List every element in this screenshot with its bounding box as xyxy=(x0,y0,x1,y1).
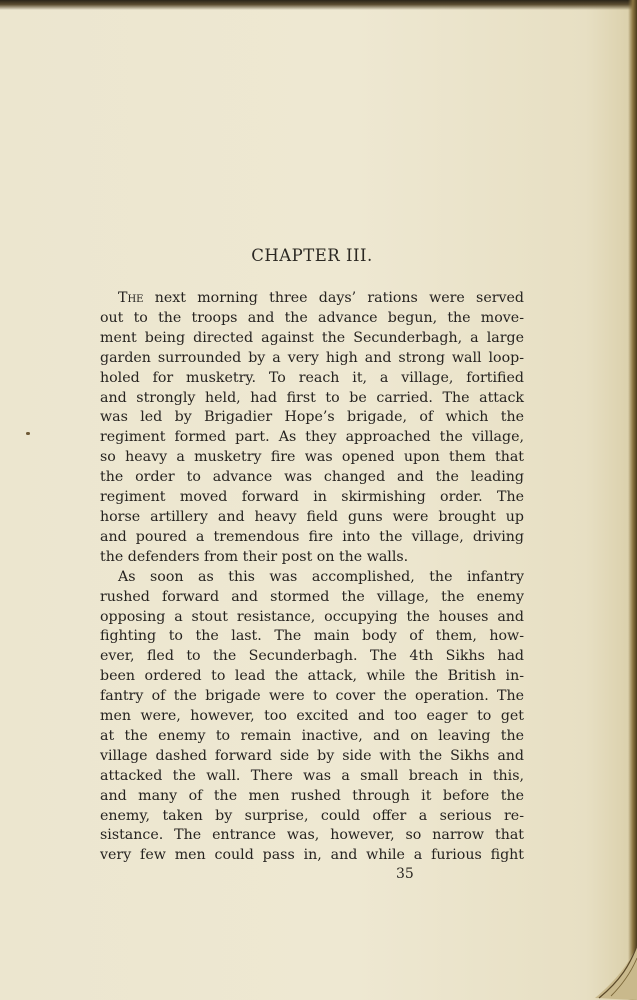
paragraph-1-line-4: garden surrounded by a very high and strong wall loop- xyxy=(100,349,524,366)
paragraph-2-line-6: been ordered to lead the attack, while the British in- xyxy=(100,668,524,685)
paragraph-2-line-5: ever, fled to the Secunderbagh. The 4th Sikhs had xyxy=(100,648,524,665)
paragraph-1-line-13: and poured a tremendous fire into the village, driving xyxy=(100,528,524,545)
paragraph-2-line-15: very few men could pass in, and while a furious fight xyxy=(100,847,524,864)
paragraph-1-line-8: regiment formed part. As they approached the village, xyxy=(100,429,524,446)
paragraph-1-line-12: horse artillery and heavy field guns were brought up xyxy=(100,508,524,525)
paragraph-2-line-12: and many of the men rushed through it before the xyxy=(100,787,524,804)
paragraph-2-line-11: attacked the wall. There was a small breach in this, xyxy=(100,767,524,784)
page-corner-curl xyxy=(589,940,637,1000)
paragraph-2-line-2: rushed forward and stormed the village, the enemy xyxy=(100,588,524,605)
paragraph-2-line-1: As soon as this was accomplished, the infantry xyxy=(118,568,524,585)
page-right-edge-shadow xyxy=(628,0,637,1000)
paragraph-1-lead-word: The xyxy=(118,290,144,306)
paragraph-2-line-14: sistance. The entrance was, however, so narrow that xyxy=(100,827,524,844)
body-text xyxy=(100,289,524,866)
paragraph-1-line-7: was led by Brigadier Hope’s brigade, of which the xyxy=(100,409,524,426)
paragraph-2-line-4: fighting to the last. The main body of them, how- xyxy=(100,628,524,645)
paragraph-1-line-2: out to the troops and the advance begun, the move- xyxy=(100,309,524,326)
paragraph-1-line-6: and strongly held, had first to be carried. The attack xyxy=(100,389,524,406)
paragraph-1-line-3: ment being directed against the Secunderbagh, a large xyxy=(100,329,524,346)
paper-speck xyxy=(26,432,30,435)
paragraph-1-line-9: so heavy a musketry fire was opened upon them that xyxy=(100,449,524,466)
paragraph-2-line-8: men were, however, too excited and too eager to get xyxy=(100,708,524,725)
chapter-title: CHAPTER III. xyxy=(251,246,373,265)
paragraph-1-line-1: The next morning three days’ rations were served xyxy=(118,290,524,306)
paragraph-2-line-13: enemy, taken by surprise, could offer a serious re- xyxy=(100,807,524,824)
paragraph-1-line-5: holed for musketry. To reach it, a village, fortified xyxy=(100,369,524,386)
paragraph-1-line-10: the order to advance was changed and the leading xyxy=(100,469,524,486)
paragraph-1-line-11: regiment moved forward in skirmishing order. The xyxy=(100,489,524,506)
page-number: 35 xyxy=(396,866,414,882)
paragraph-2-line-9: at the enemy to remain inactive, and on leaving the xyxy=(100,727,524,744)
paragraph-2-line-3: opposing a stout resistance, occupying the houses and xyxy=(100,608,524,625)
page-top-edge-shadow xyxy=(0,0,637,10)
paragraph-2-line-7: fantry of the brigade were to cover the operation. The xyxy=(100,688,524,705)
paragraph-1-line-14: the defenders from their post on the walls. xyxy=(100,548,409,565)
paragraph-2-line-10: village dashed forward side by side with the Sikhs and xyxy=(100,747,524,764)
